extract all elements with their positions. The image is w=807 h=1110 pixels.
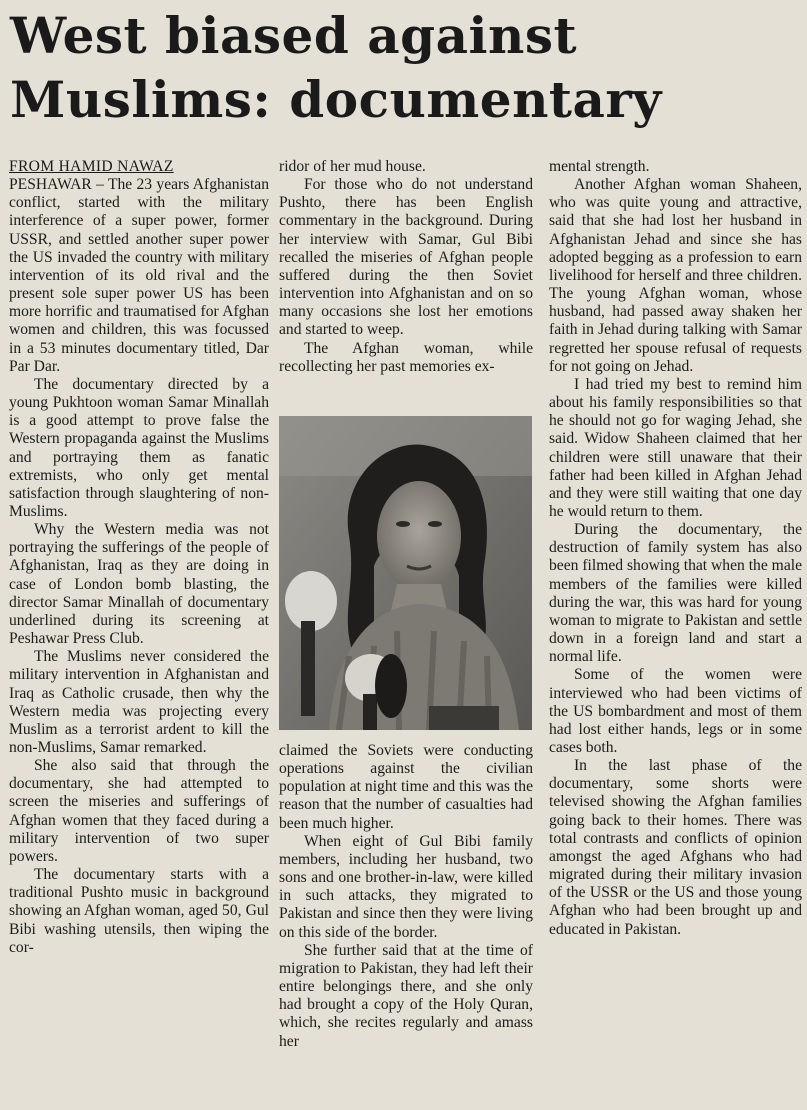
paragraph: During the documentary, the destruction of family system has also been filmed showing that when the male members of the families were killed during the war, this was hard for young woman to migrate to Pakistan and settle down in a foreign land and start a normal life.	[549, 521, 802, 666]
paragraph: She also said that through the documentary, she had attempted to screen the miseries and sufferings of Afghan women that they faced during a military intervention of two super powers.	[9, 757, 269, 865]
paragraph: ridor of her mud house.	[279, 158, 426, 175]
article-column-1	[9, 158, 269, 957]
paragraph: I had tried my best to remind him about his family responsibilities so that he should not go for waging Jehad, she said. Widow Shaheen claimed that her children were still unaware that their father had been killed in Afghan Jehad and they were still waiting that one day he would return to them.	[549, 375, 802, 520]
portrait-photo	[279, 416, 532, 730]
headline-line-2: Muslims: documentary	[10, 70, 662, 129]
article-column-2-top	[279, 158, 533, 376]
headline-line-1: West biased against	[10, 6, 578, 65]
paragraph: The documentary directed by a young Pukhtoon woman Samar Minallah is a good attempt to prove false the Western propaganda against the Muslims and portraying them as fanatic extremists, who only get mental satisfaction through slaughtering of non-Muslims.	[9, 375, 269, 520]
paragraph: The documentary starts with a traditional Pushto music in background showing an Afghan woman, aged 50, Gul Bibi washing utensils, then wiping the cor-	[9, 866, 269, 956]
paragraph: mental strength.	[549, 158, 650, 175]
paragraph: Why the Western media was not portraying the sufferings of the people of Afghanistan, Iraq as they are doing in case of London bomb blasting, the director Samar Minallah of documentary underlined during its screening at Peshawar Press Club.	[9, 521, 269, 648]
headline	[10, 4, 800, 132]
paragraph: When eight of Gul Bibi family members, including her husband, two sons and one brother-in-law, were killed in such attacks, they migrated to Pakistan and since then they were living on this side of the border.	[279, 832, 533, 941]
paragraph: She further said that at the time of migration to Pakistan, they had left their entire belongings there, and she only had brought a copy of the Holy Quran, which, she recites regularly and amass her	[279, 941, 533, 1050]
paragraph: PESHAWAR – The 23 years Afghanistan conflict, started with the military interference of a super power, former USSR, and settled another super power the US invaded the country with military intervention of its old rival and the present sole super power US has been more horrific and traumatised for Afghan women and children, this was focussed in a 53 minutes documentary titled, Dar Par Dar.	[9, 176, 269, 375]
paragraph: The Afghan woman, while recollecting her past memories ex-	[279, 339, 533, 375]
paragraph: For those who do not understand Pushto, there has been English commentary in the background. During her interview with Samar, Gul Bibi recalled the miseries of Afghan people suffered during the then Soviet intervention into Afghanistan and on so many occasions she lost her emotions and started to weep.	[279, 176, 533, 339]
paragraph: Another Afghan woman Shaheen, who was quite young and attractive, said that she had lost her husband in Afghanistan Jehad and since she has adopted begging as a profession to earn livelihood for herself and three children. The young Afghan woman, whose husband, had passed away shaken her faith in Jehad during talking with Samar regretted her spouse refusal of requests for not going on Jehad.	[549, 176, 802, 375]
paragraph: The Muslims never considered the military intervention in Afghanistan and Iraq as Catholic crusade, then why the Western media was projecting every Muslim as a terrorist ardent to kill the non-Muslims, Samar remarked.	[9, 648, 269, 756]
paragraph: claimed the Soviets were conducting operations against the civilian population at night time and this was the reason that the number of casualties had been much higher.	[279, 742, 533, 832]
article-column-3	[549, 158, 802, 939]
paragraph: In the last phase of the documentary, some shorts were televised showing the Afghan families going back to their homes. There was total contrasts and conflicts of opinion amongst the aged Afghans who had migrated during their military invasion of the USSR or the US and those young Afghan who had been brought up and educated in Pakistan.	[549, 757, 802, 938]
paragraph: Some of the women were interviewed who had been victims of the US bombardment and most of them had lost either hands, legs or in some cases both.	[549, 666, 802, 756]
woman-at-microphones-photo	[279, 416, 532, 730]
byline: FROM HAMID NAWAZ	[9, 158, 174, 175]
article-column-2-bottom	[279, 742, 533, 1051]
